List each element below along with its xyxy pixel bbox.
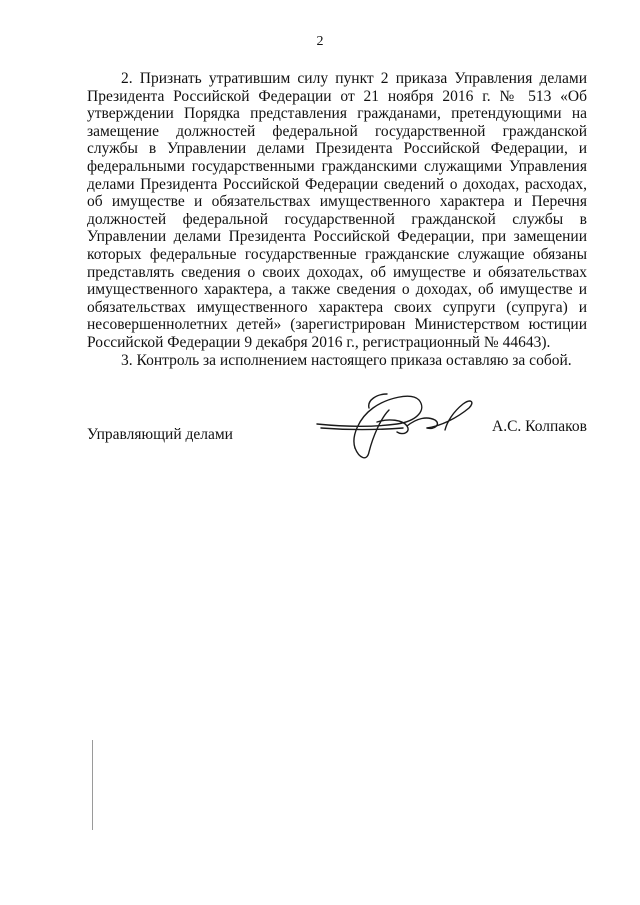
- signer-name: А.С. Колпаков: [492, 418, 587, 435]
- signer-title: Управляющий делами: [87, 426, 233, 443]
- scan-margin-mark: [92, 740, 93, 830]
- signature-block: [87, 388, 587, 478]
- handwritten-signature: [307, 388, 487, 468]
- paragraph-3: 3. Контроль за исполнением настоящего приказа оставляю за собой.: [121, 351, 572, 369]
- page-number: 2: [316, 34, 324, 49]
- document-body: [87, 70, 587, 369]
- paragraph-2: 2. Признать утратившим силу пункт 2 приказа Управления делами Президента Российской Федерации от 21 ноября 2016 г. № 513 «Об утверждении Порядка представления гражданами, претендующими на замещение должностей федеральной государственной гражданской службы в Управлении делами Президента Российской Федерации, и федеральными государственными гражданскими служащими Управления делами Президента Российской Федерации сведений о доходах, расходах, об имуществе и обязательствах имущественного характера и Перечня должностей федеральной государственной гражданской службы в Управлении делами Президента Российской Федерации, при замещении которых федеральные государственные гражданские служащие обязаны представлять сведения о своих доходах, об имуществе и обязательствах имущественного характера, а также сведения о доходах, об имуществе и обязательствах имущественного характера своих супруги (супруга) и несовершеннолетних детей» (зарегистрирован Министерством юстиции Российской Федерации 9 декабря 2016 г., регистрационный № 44643).: [87, 70, 587, 351]
